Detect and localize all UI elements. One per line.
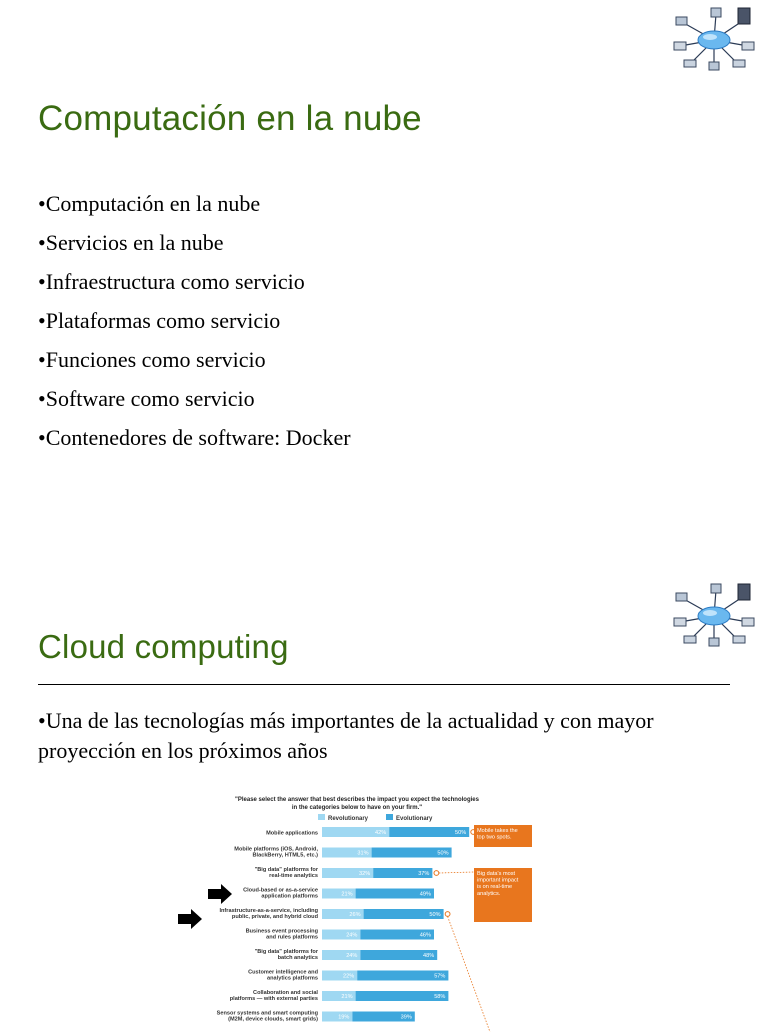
category-label: Mobile applications xyxy=(266,830,318,837)
bar-value-label: 42% xyxy=(374,830,387,837)
legend-swatch xyxy=(386,814,393,820)
category-label: Infrastructure-as-a-service, including public, private, and hybrid cloud xyxy=(219,908,318,921)
bar-value-label: 50% xyxy=(454,830,467,837)
bullet-item: •Funciones como servicio xyxy=(38,347,266,372)
category-label: Collaboration and social platforms — with external parties xyxy=(229,990,318,1003)
category-label: Cloud-based or as-a-service application platforms xyxy=(243,887,318,900)
callout-leader-line xyxy=(439,872,474,873)
category-label: Sensor systems and smart computing (M2M, device clouds, smart grids) xyxy=(216,1010,318,1023)
bar-value-label: 24% xyxy=(346,932,358,939)
bar-value-label: 21% xyxy=(341,891,353,898)
bullet-item: •Contenedores de software: Docker xyxy=(38,425,351,450)
category-label: "Big data" platforms for batch analytics xyxy=(254,949,318,962)
bar-value-label: 26% xyxy=(349,912,361,919)
title-divider xyxy=(38,684,730,685)
chart-title: "Please select the answer that best describes the impact you expect the technologies xyxy=(235,797,479,803)
chart-legend xyxy=(318,814,433,822)
network-cloud-icon xyxy=(672,6,756,72)
chart-title: in the categories below to have on your firm." xyxy=(291,805,423,811)
category-label: Mobile platforms (iOS, Android, BlackBerry, HTML5, etc.) xyxy=(234,846,318,859)
bar-value-label: 46% xyxy=(419,932,431,939)
slide-2 xyxy=(0,572,768,1024)
category-label: Business event processing and rules platforms xyxy=(245,928,318,941)
slide-title: Computación en la nube xyxy=(38,99,422,138)
bar-value-label: 39% xyxy=(400,1014,412,1021)
bullet-item: •Software como servicio xyxy=(38,386,255,411)
bullet-item: •Infraestructura como servicio xyxy=(38,269,305,294)
category-label: "Big data" platforms for real-time analytics xyxy=(254,867,318,880)
bar-value-label: 50% xyxy=(429,912,441,919)
legend-label: Evolutionary xyxy=(396,816,433,822)
bullet-item: •Servicios en la nube xyxy=(38,230,224,255)
callout-text: Mobile takes the top two spots. xyxy=(477,828,518,841)
impact-bar-chart xyxy=(172,792,542,1032)
callout-marker xyxy=(445,912,450,917)
bar-value-label: 58% xyxy=(434,994,446,1001)
bar-value-label: 48% xyxy=(422,953,435,960)
bar-value-label: 49% xyxy=(419,891,431,898)
callout-marker xyxy=(434,871,439,876)
bar-value-label: 31% xyxy=(357,850,369,857)
bar-value-label: 21% xyxy=(341,994,353,1001)
chart-canvas xyxy=(172,792,542,1032)
slide-paragraph: •Una de las tecnologías más importantes de la actualidad y con mayor proyección en los próximos años xyxy=(38,708,654,763)
bar-value-label: 37% xyxy=(418,871,430,878)
legend-label: Revolutionary xyxy=(328,816,369,822)
bullet-list xyxy=(38,184,351,457)
bar-value-label: 32% xyxy=(358,871,371,878)
bar-value-label: 19% xyxy=(338,1014,350,1021)
slide-title: Cloud computing xyxy=(38,628,289,665)
network-cloud-icon xyxy=(672,582,756,648)
callout-text: Big data's most important impact is on real-time analytics. xyxy=(477,871,519,897)
bar-group xyxy=(217,827,470,1023)
category-label: Customer intelligence and analytics platforms xyxy=(248,969,318,982)
callout-leader-line xyxy=(448,916,490,1032)
bar-value-label: 50% xyxy=(437,850,449,857)
bar-value-label: 24% xyxy=(346,953,358,960)
legend-swatch xyxy=(318,814,325,820)
bar-value-label: 22% xyxy=(342,973,355,980)
bullet-item: •Computación en la nube xyxy=(38,191,261,216)
bar-value-label: 57% xyxy=(434,973,446,980)
bullet-item: •Plataformas como servicio xyxy=(38,308,281,333)
